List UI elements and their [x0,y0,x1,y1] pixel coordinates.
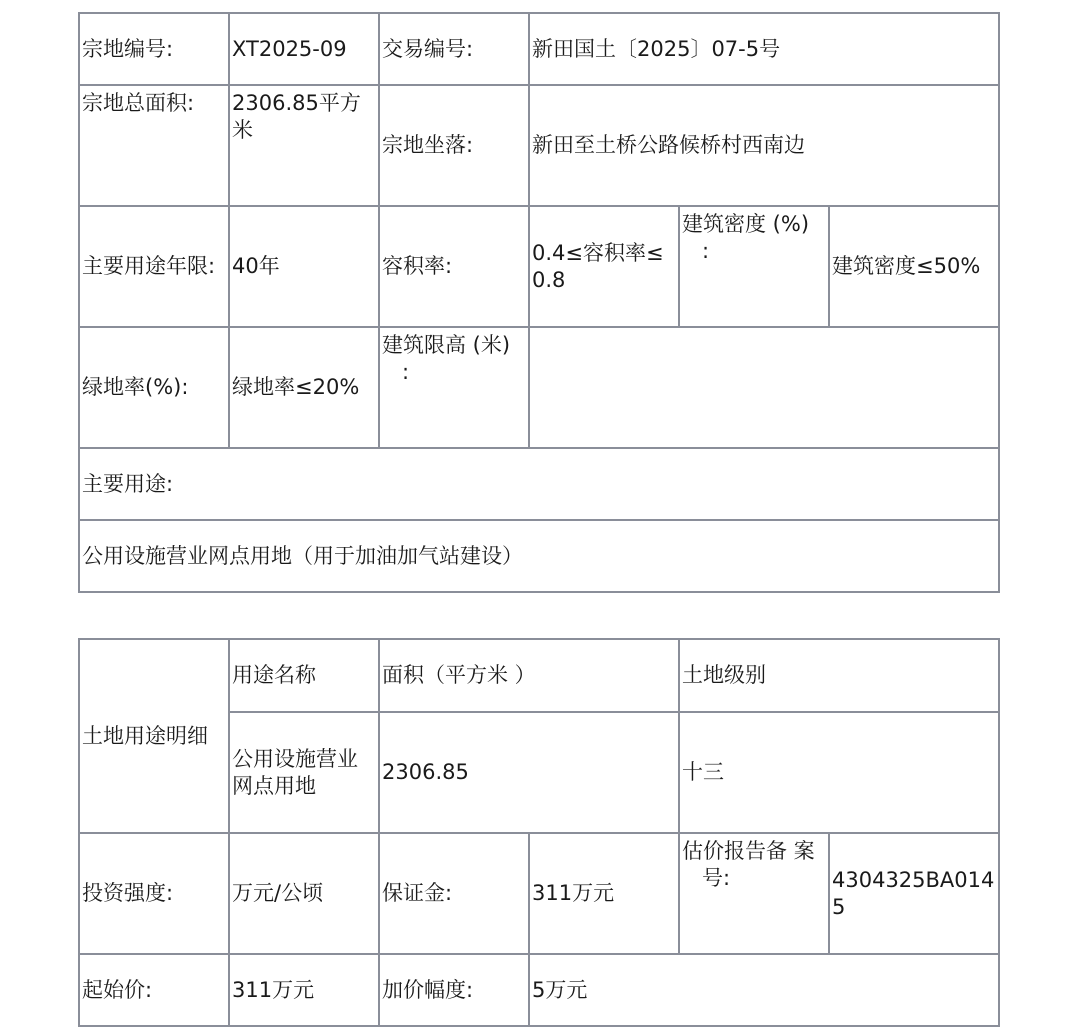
density-label-cell [679,206,829,327]
land-no-label: 宗地编号: [79,13,229,85]
trade-no-value: 新田国土〔2025〕07-5号 [529,13,999,85]
trade-no-label: 交易编号: [379,13,529,85]
density-value: 建筑密度≤50% [829,206,999,327]
height-label: 建筑限高 (米) [382,333,511,357]
deposit-label: 保证金: [379,833,529,954]
area-value: 2306.85平方米 [229,85,379,206]
location-value: 新田至土桥公路候桥村西南边 [529,85,999,206]
deposit-value: 311万元 [529,833,679,954]
main-use-value: 公用设施营业网点用地（用于加油加气站建设） [79,520,999,592]
area-header: 面积（平方米 ） [379,639,679,712]
start-price-label: 起始价: [79,954,229,1026]
land-info-table [78,12,1000,593]
height-colon: : [402,360,410,384]
term-value: 40年 [229,206,379,327]
height-value [529,327,999,448]
area-label: 宗地总面积: [79,85,229,206]
term-label: 主要用途年限: [79,206,229,327]
land-use-detail-label: 土地用途明细 [79,639,229,833]
far-label: 容积率: [379,206,529,327]
appraisal-colon: 号: [702,866,731,890]
land-use-detail-table [78,638,1000,1027]
density-colon: : [702,239,710,263]
detail-area-value: 2306.85 [379,712,679,833]
appraisal-value: 4304325BA0145 [829,833,999,954]
invest-value: 万元/公顷 [229,833,379,954]
invest-label: 投资强度: [79,833,229,954]
density-label: 建筑密度 (%) [682,212,810,236]
increment-label: 加价幅度: [379,954,529,1026]
appraisal-label-cell [679,833,829,954]
green-value: 绿地率≤20% [229,327,379,448]
appraisal-label: 估价报告备 案 [682,839,815,863]
grade-value: 十三 [679,712,999,833]
start-price-value: 311万元 [229,954,379,1026]
green-label: 绿地率(%): [79,327,229,448]
land-no-value: XT2025-09 [229,13,379,85]
location-label: 宗地坐落: [379,85,529,206]
use-name-header: 用途名称 [229,639,379,712]
grade-header: 土地级别 [679,639,999,712]
far-value: 0.4≤容积率≤0.8 [529,206,679,327]
increment-value: 5万元 [529,954,999,1026]
use-name-value: 公用设施营业网点用地 [229,712,379,833]
main-use-label: 主要用途: [79,448,999,520]
height-label-cell [379,327,529,448]
